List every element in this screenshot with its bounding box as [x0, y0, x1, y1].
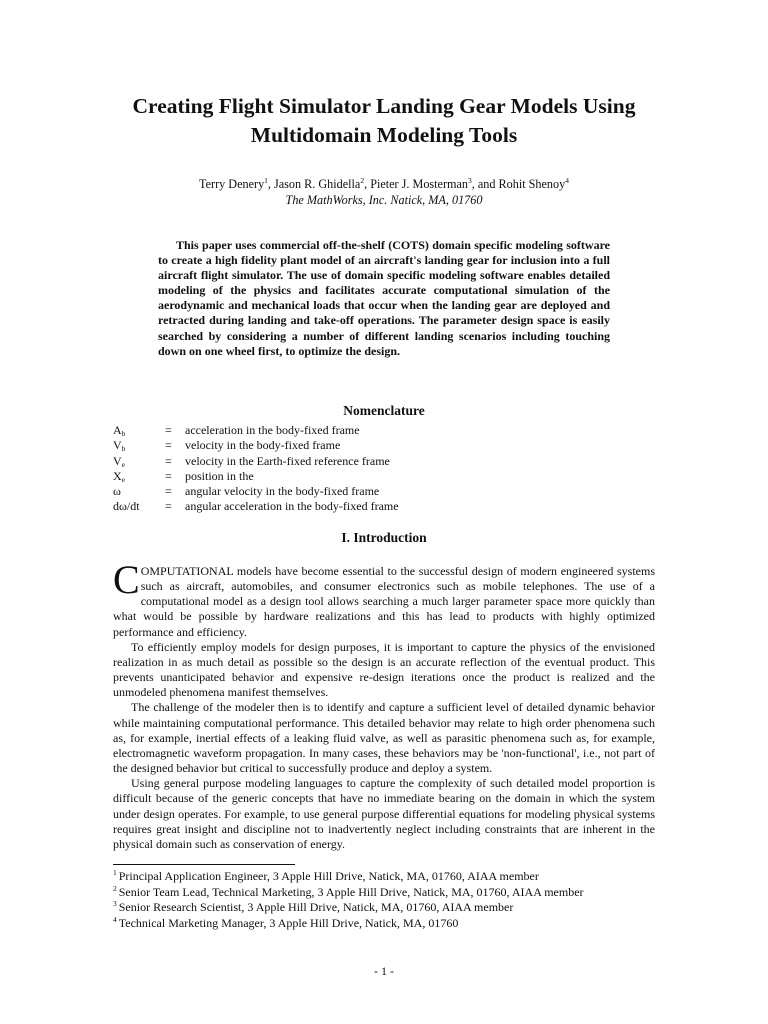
abstract: This paper uses commercial off-the-shelf (COTS) domain specific modeling software to create a high fidelity plant model of an aircraft's landing gear for inclusion into a full aircraft flight simulator. The use of domain specific modeling software enables detailed modeling of the physics and facilitates accurate computational simulation of the aerodynamic and mechanical loads that occur when the landing gear are deployed and retracted during landing and take-off operations. The parameter design space is easily searched by considering a number of different landing scenarios including touching down on one wheel first, to optimize the design. — [158, 238, 610, 358]
footnote — [113, 916, 673, 932]
nomenclature-row — [113, 499, 613, 514]
nomenclature-definition: velocity in the body-fixed frame — [185, 438, 341, 453]
equals-sign: = — [165, 423, 172, 437]
drop-cap: C — [113, 557, 140, 602]
footnote — [113, 900, 673, 916]
body-paragraph: COMPUTATIONAL models have become essential to the successful design of modern engineered systems such as aircraft, automobiles, and consumer electronics such as mobile telephones. The use of a computational model as a design tool allows searching a much larger parameter space more quickly than what would be possible by hardware realizations and this has lead to products with highly optimized performance and efficiency. — [113, 557, 655, 639]
equals-sign: = — [165, 438, 172, 453]
affiliation: The MathWorks, Inc. Natick, MA, 01760 — [285, 193, 483, 207]
nomenclature-symbol: $A_b$ — [113, 423, 126, 438]
introduction-body — [113, 557, 655, 852]
author-name: Pieter J. Mosterman — [370, 177, 469, 191]
footnote-text: Senior Research Scientist, 3 Apple Hill Drive, Natick, MA, 01760, AIAA member — [118, 900, 514, 915]
author-name: Terry Denery — [199, 177, 265, 191]
paper-title — [0, 92, 768, 150]
author-separator: , and — [471, 177, 499, 191]
footnote-mark: 4 — [113, 914, 117, 924]
author-footnote-mark: 3 — [468, 176, 472, 185]
nomenclature-definition: acceleration in the body-fixed frame — [185, 423, 360, 437]
author-footnote-mark: 2 — [360, 176, 365, 185]
footnote — [113, 885, 673, 901]
body-paragraph: The challenge of the modeler then is to identify and capture a sufficient level of detailed dynamic behavior while maintaining computational performance. This detailed behavior may relate to high order phenomena such as, for example, inertial effects of a leaking fluid valve, as well as parasitic phenomena such as, for example, electromagnetic waveform propagation. In many cases, these behaviors may be 'non-functional', i.e., not part of the designed behavior but critical to successfully produce and deploy a system. — [113, 700, 655, 776]
nomenclature-row — [113, 438, 613, 453]
footnote-rule — [113, 864, 295, 865]
nomenclature-symbol: $V_e$ — [113, 453, 126, 469]
author-footnote-mark: 4 — [565, 176, 569, 185]
nomenclature-row — [113, 454, 613, 469]
nomenclature-definition: angular velocity in the body-fixed frame — [185, 484, 380, 499]
title-line-1: Creating Flight Simulator Landing Gear Models Using — [132, 94, 636, 118]
author-separator: , — [364, 177, 371, 191]
footnote-mark: 2 — [113, 883, 117, 893]
nomenclature-symbol: $V_b$ — [113, 438, 126, 454]
page-number: - 1 - — [374, 964, 394, 978]
footnote — [113, 869, 673, 885]
nomenclature-definition: angular acceleration in the body-fixed frame — [185, 499, 399, 514]
author-footnote-mark: 1 — [264, 176, 268, 185]
footnote-text: Senior Team Lead, Technical Marketing, 3 Apple Hill Drive, Natick, MA, 01760, AIAA member — [118, 884, 584, 899]
section-heading-introduction: I. Introduction — [341, 530, 427, 545]
footnotes — [113, 869, 673, 931]
equals-sign: = — [165, 468, 172, 483]
nomenclature-heading: Nomenclature — [343, 403, 425, 418]
title-line-2: Multidomain Modeling Tools — [250, 123, 518, 147]
equals-sign: = — [165, 453, 172, 468]
body-paragraph: To efficiently employ models for design purposes, it is important to capture the physics of the envisioned realization in as much detail as possible so the design is an accurate reflection of the eventual product. This prevents unanticipated behavior and expensive re-design iterations once the product is realized and the unmodeled phenomena manifest themselves. — [113, 639, 655, 700]
author-name: Rohit Shenoy — [498, 177, 566, 191]
nomenclature-symbol: $X_e$ — [113, 468, 126, 484]
nomenclature-list — [113, 423, 613, 515]
nomenclature-definition: velocity in the Earth-fixed reference frame — [185, 453, 390, 468]
nomenclature-definition: position in the — [185, 468, 254, 483]
equals-sign: = — [165, 484, 172, 499]
footnote-text: Technical Marketing Manager, 3 Apple Hill Drive, Natick, MA, 01760 — [118, 915, 459, 930]
author-separator: , — [267, 177, 275, 191]
nomenclature-symbol: ω — [113, 484, 121, 499]
nomenclature-symbol: dω/dt — [113, 499, 140, 514]
author-name: Jason R. Ghidella — [274, 177, 361, 191]
footnote-text: Principal Application Engineer, 3 Apple Hill Drive, Natick, MA, 01760, AIAA member — [118, 869, 539, 883]
nomenclature-row — [113, 423, 613, 438]
footnote-mark: 1 — [113, 868, 117, 877]
body-paragraph: Using general purpose modeling languages to capture the complexity of such detailed model proportion is difficult because of the generic concepts that have no immediate bearing on the domain in which the system under design operates. For example, to use general purpose differential equations for modeling physical systems requires great insight and discipline not to inadvertently neglect including constraints that are inherent in the physical domain such as conservation of energy. — [113, 776, 655, 851]
author-list — [0, 177, 768, 192]
nomenclature-row — [113, 469, 613, 484]
footnote-mark: 3 — [113, 899, 117, 909]
equals-sign: = — [165, 499, 172, 514]
nomenclature-row — [113, 484, 613, 499]
